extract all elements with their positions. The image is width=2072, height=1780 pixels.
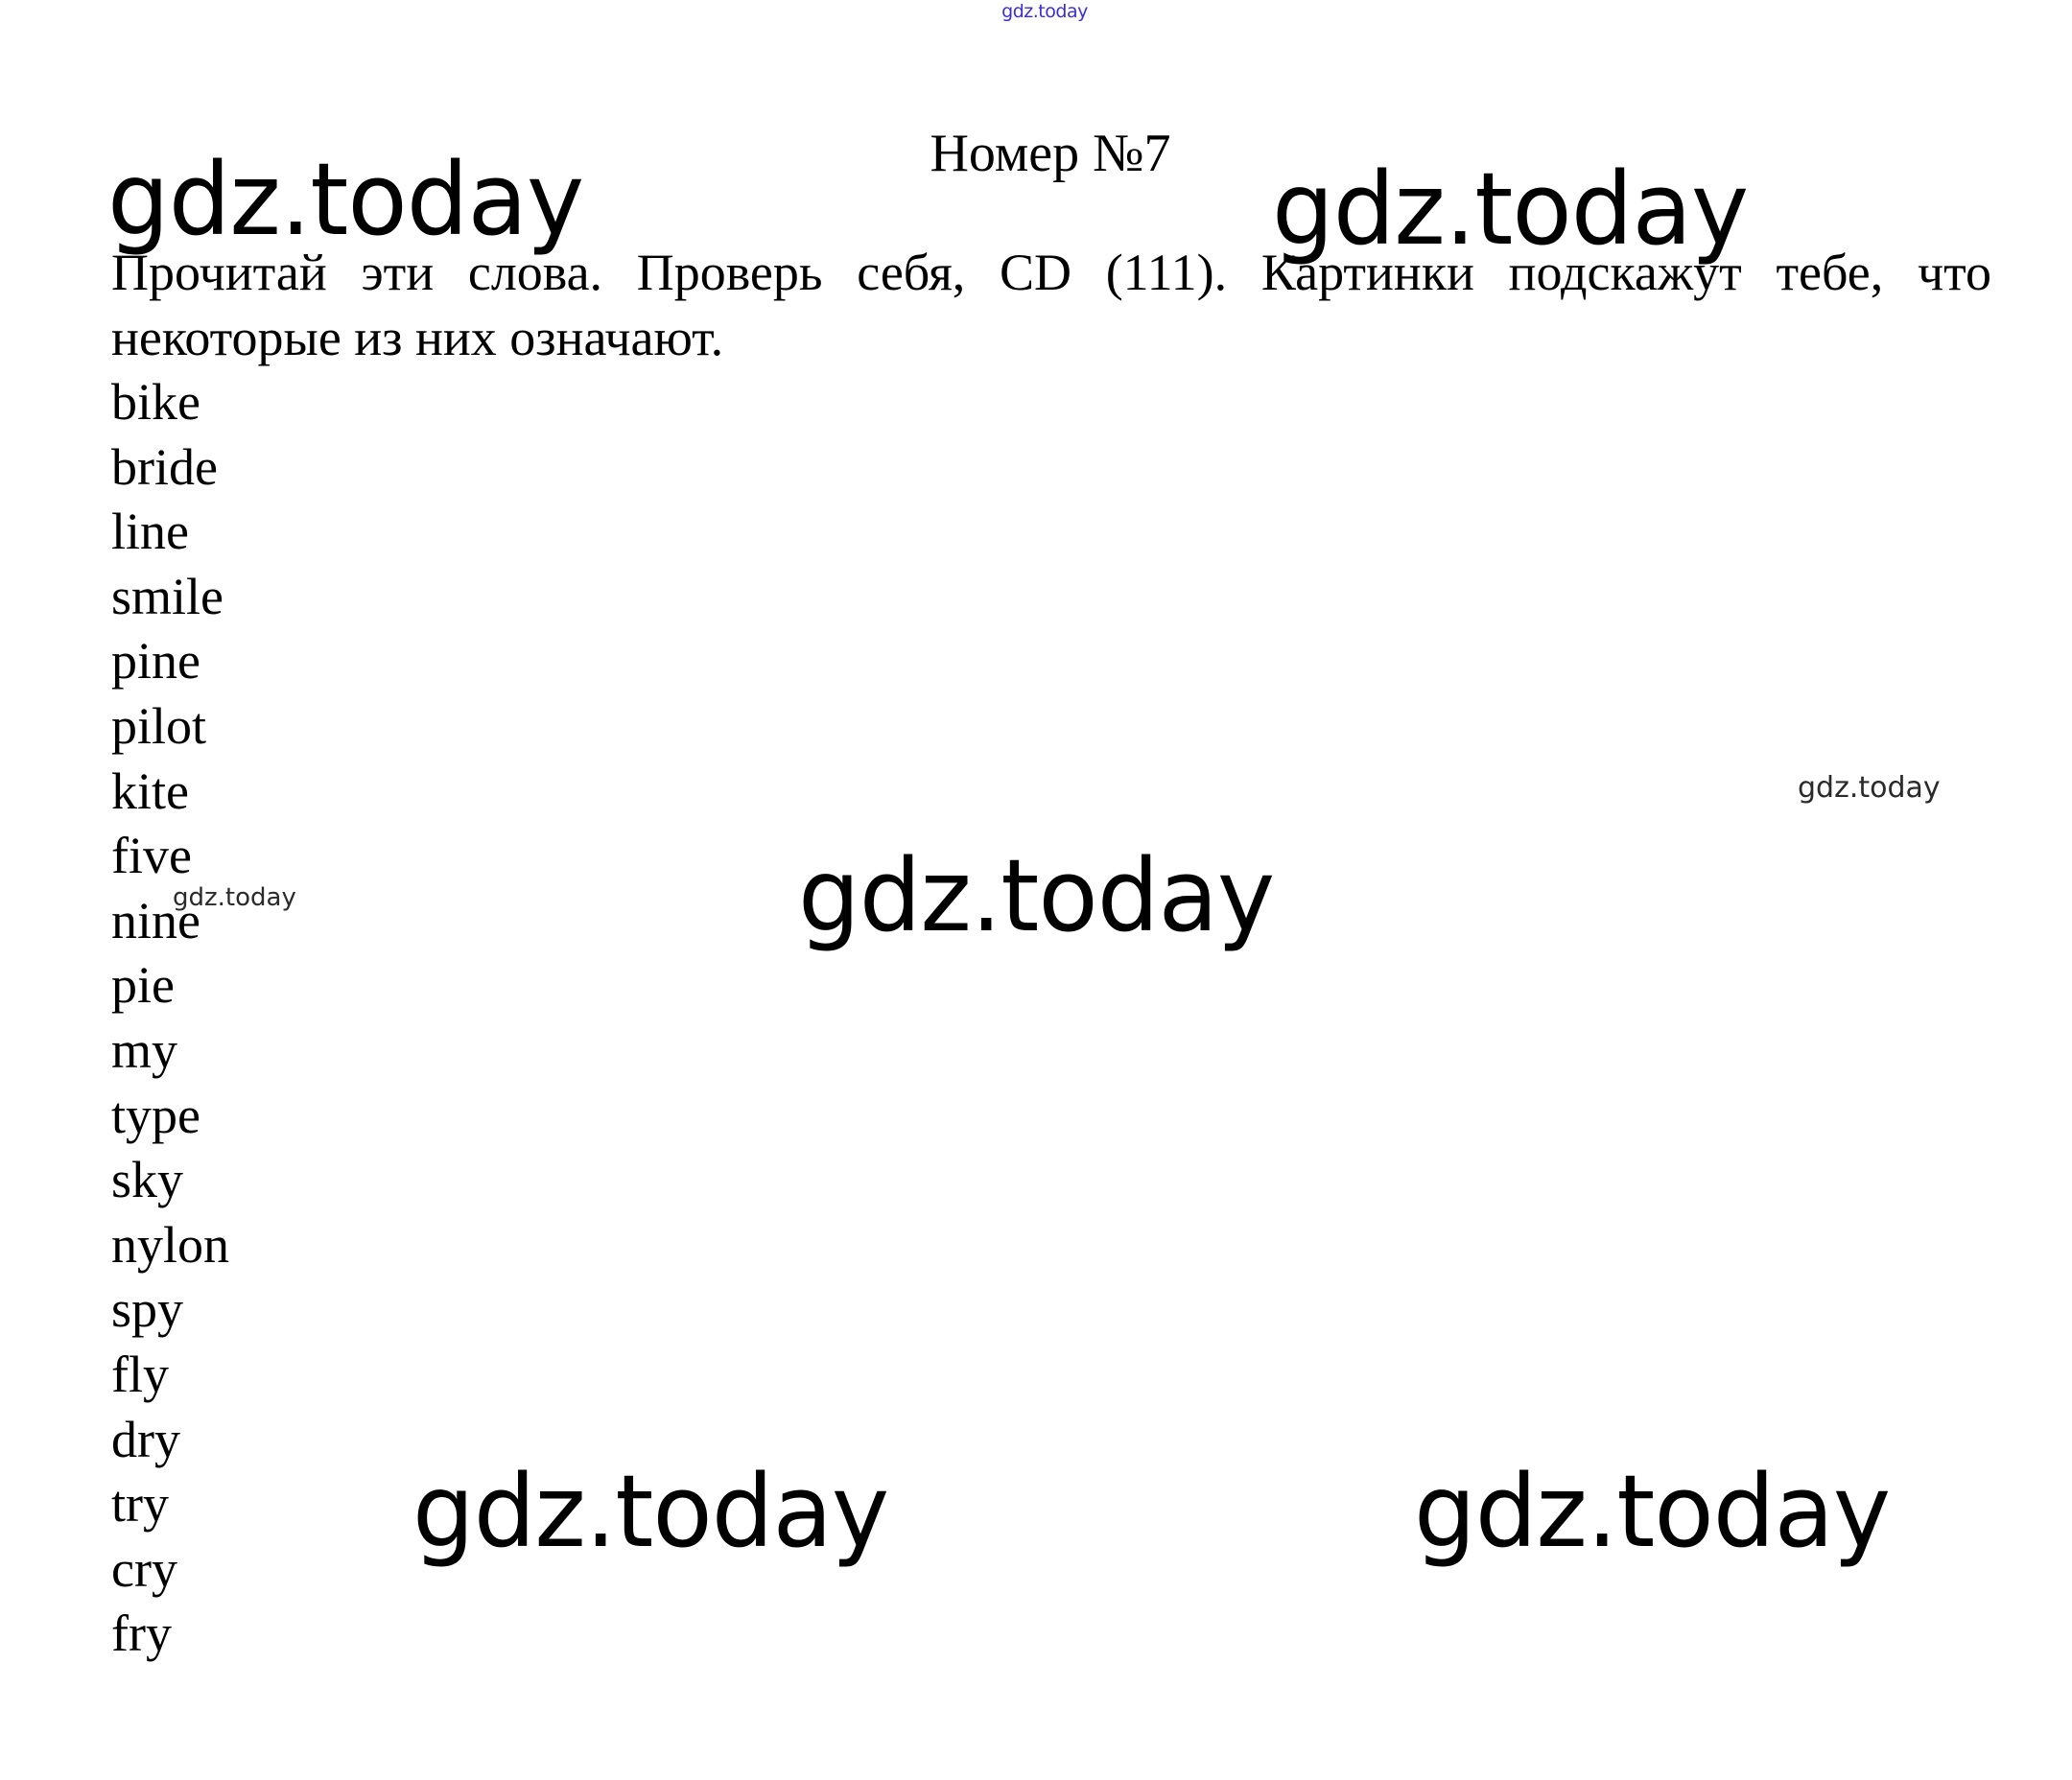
list-item: pine (111, 632, 200, 691)
watermark: gdz.today (173, 883, 296, 912)
watermark: gdz.today (1414, 1453, 1891, 1570)
list-item: spy (111, 1280, 184, 1339)
list-item: nylon (111, 1215, 230, 1274)
list-item: line (111, 503, 189, 561)
list-item: pilot (111, 696, 207, 755)
top-watermark: gdz.today (1001, 1, 1088, 22)
list-item: pie (111, 956, 175, 1015)
list-item: five (111, 827, 192, 885)
instruction-text: Прочитай эти слова. Проверь себя, CD (111). Картинки подскажут тебе, что некоторые из них означают. (111, 244, 1991, 366)
list-item: nine (111, 891, 200, 949)
list-item: try (111, 1475, 169, 1534)
list-item: fly (111, 1345, 169, 1403)
watermark: gdz.today (1798, 771, 1941, 805)
list-item: type (111, 1086, 200, 1144)
list-item: kite (111, 761, 189, 820)
watermark: gdz.today (107, 141, 584, 258)
list-item: sky (111, 1151, 184, 1209)
word-list (111, 370, 229, 1667)
list-item: dry (111, 1410, 180, 1468)
watermark: gdz.today (412, 1453, 889, 1570)
list-item: bride (111, 437, 218, 496)
watermark: gdz.today (798, 837, 1275, 954)
page-title: Номер №7 (930, 124, 1171, 183)
list-item: smile (111, 567, 224, 625)
list-item: fry (111, 1604, 172, 1663)
watermark: gdz.today (1272, 151, 1749, 268)
list-item: cry (111, 1539, 177, 1598)
list-item: bike (111, 373, 200, 431)
list-item: my (111, 1020, 178, 1079)
